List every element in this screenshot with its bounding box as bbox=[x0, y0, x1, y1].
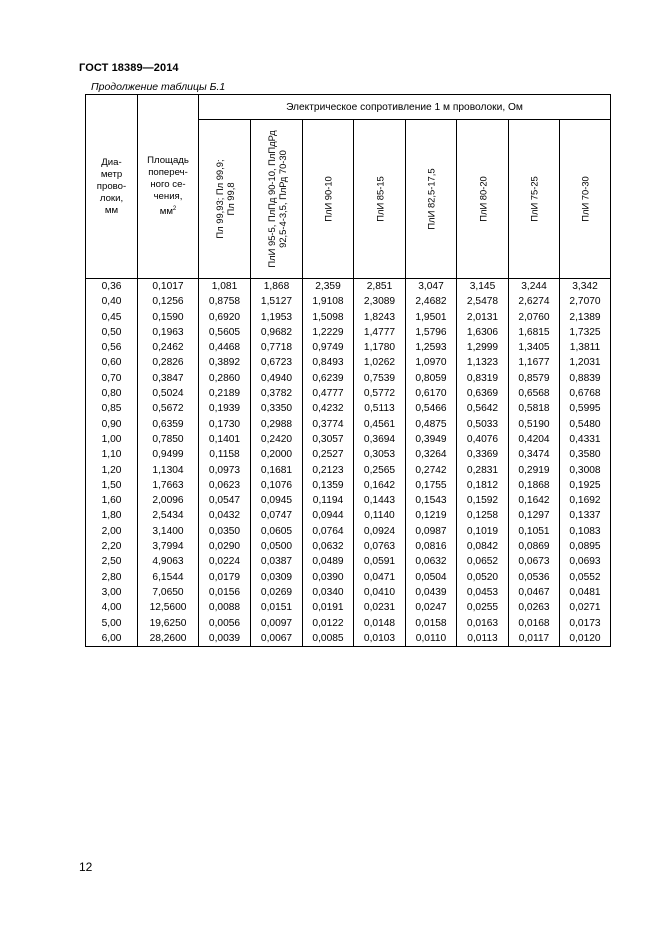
table-cell: 0,1963 bbox=[152, 326, 184, 338]
table-cell: 0,80 bbox=[101, 388, 122, 400]
table-cell: 0,4331 bbox=[569, 433, 601, 445]
table-cell: 0,1590 bbox=[152, 311, 184, 323]
table-cell: 0,3782 bbox=[260, 388, 293, 400]
table-cell: 0,3580 bbox=[569, 449, 601, 461]
resistance-column bbox=[303, 279, 354, 647]
table-cell: 0,1681 bbox=[260, 464, 293, 476]
table-cell: 0,0439 bbox=[415, 586, 447, 598]
table-cell: 0,0481 bbox=[569, 586, 601, 598]
table-cell: 0,0290 bbox=[208, 541, 241, 553]
table-cell: 2,5434 bbox=[152, 510, 184, 522]
table-cell: 4,9063 bbox=[152, 556, 184, 568]
table-cell: 0,6568 bbox=[518, 388, 550, 400]
table-cell: 2,851 bbox=[366, 281, 393, 292]
table-cell: 0,0504 bbox=[415, 571, 447, 583]
table-cell: 0,5024 bbox=[152, 388, 184, 400]
table-cell: 0,3057 bbox=[312, 433, 344, 445]
table-cell: 0,3847 bbox=[152, 372, 184, 384]
table-cell: 0,9749 bbox=[312, 342, 344, 354]
table-cell: 3,047 bbox=[418, 281, 444, 292]
table-cell: 0,4232 bbox=[312, 403, 344, 415]
table-cell: 3,342 bbox=[572, 281, 598, 292]
table-cell: 0,0103 bbox=[363, 632, 396, 644]
table-cell: 0,0471 bbox=[363, 571, 396, 583]
table-cell: 1,60 bbox=[101, 495, 122, 507]
table-cell: 0,5642 bbox=[466, 403, 499, 415]
table-cell: 1,2999 bbox=[466, 342, 499, 354]
table-cell: 0,3350 bbox=[260, 403, 293, 415]
table-cell: 1,3811 bbox=[569, 342, 601, 354]
table-cell: 0,4076 bbox=[466, 433, 499, 445]
table-cell: 6,00 bbox=[101, 632, 122, 644]
table-cell: 0,2988 bbox=[260, 418, 293, 430]
table-cell: 0,0842 bbox=[466, 541, 499, 553]
table-cell: 0,0973 bbox=[208, 464, 241, 476]
table-cell: 0,5190 bbox=[518, 418, 550, 430]
table-cell: 0,3474 bbox=[518, 449, 550, 461]
table-cell: 0,0895 bbox=[569, 541, 601, 553]
table-cell: 0,1017 bbox=[152, 281, 184, 292]
table-cell: 0,4468 bbox=[208, 342, 241, 354]
table-cell: 0,0350 bbox=[208, 525, 241, 537]
table-cell: 0,0056 bbox=[208, 617, 241, 629]
table-cell: 6,1544 bbox=[152, 571, 184, 583]
table-cell: 28,2600 bbox=[149, 632, 187, 644]
table-cell: 1,1323 bbox=[466, 357, 499, 369]
table-cell: 19,6250 bbox=[149, 617, 187, 629]
table-cell: 1,7663 bbox=[152, 479, 184, 491]
table-cell: 0,4777 bbox=[312, 388, 344, 400]
table-cell: 0,6768 bbox=[569, 388, 601, 400]
table-cell: 0,5672 bbox=[152, 403, 184, 415]
table-cell: 0,0987 bbox=[415, 525, 447, 537]
alloy-header: ПлИ 95-5, ПлПд 90-10, ПлПдРд 92,5-4-3,5, ПлРд 70-30 bbox=[251, 120, 303, 279]
table-cell: 0,1868 bbox=[518, 479, 550, 491]
table-cell: 0,1730 bbox=[208, 418, 241, 430]
table-cell: 0,2860 bbox=[208, 372, 241, 384]
table-cell: 1,50 bbox=[101, 479, 122, 491]
table-cell: 0,0816 bbox=[415, 541, 447, 553]
table-cell: 0,0869 bbox=[518, 541, 550, 553]
table-cell: 0,3053 bbox=[363, 449, 396, 461]
table-cell: 0,1258 bbox=[466, 510, 499, 522]
table-cell: 0,8579 bbox=[518, 372, 550, 384]
table-cell: 0,1140 bbox=[364, 510, 395, 522]
table-cell: 0,1939 bbox=[208, 403, 241, 415]
resistance-column bbox=[509, 279, 560, 647]
table-cell: 0,3892 bbox=[208, 357, 241, 369]
table-cell: 3,145 bbox=[469, 281, 496, 292]
table-cell: 0,0467 bbox=[518, 586, 550, 598]
table-cell: 0,1019 bbox=[466, 525, 499, 537]
table-cell: 2,20 bbox=[101, 541, 122, 553]
table-cell: 0,3774 bbox=[312, 418, 344, 430]
table-cell: 0,0097 bbox=[260, 617, 293, 629]
table-cell: 1,80 bbox=[101, 510, 122, 522]
area-header: Площадь попереч- ного се- чения, $мм^2$ bbox=[138, 95, 199, 279]
table-cell: 1,5127 bbox=[260, 296, 293, 308]
table-cell: 0,0432 bbox=[208, 510, 241, 522]
alloy-header: ПлИ 90-10 bbox=[303, 120, 354, 279]
table-cell: 3,7994 bbox=[152, 541, 184, 553]
table-cell: 0,8493 bbox=[312, 357, 344, 369]
table-cell: 0,0148 bbox=[363, 617, 396, 629]
resistance-column bbox=[354, 279, 406, 647]
table-cell: 1,3405 bbox=[518, 342, 550, 354]
table-cell: 0,5995 bbox=[569, 403, 601, 415]
table-cell: 0,3008 bbox=[569, 464, 601, 476]
table-cell: 0,0163 bbox=[466, 617, 499, 629]
alloy-header: ПлИ 80-20 bbox=[457, 120, 509, 279]
table-cell: 0,3694 bbox=[363, 433, 396, 445]
table-cell: 0,0168 bbox=[518, 617, 550, 629]
table-cell: 0,8319 bbox=[466, 372, 499, 384]
diameter-header: Диа- метр прово- локи, мм bbox=[86, 95, 138, 279]
table-cell: 2,3089 bbox=[363, 296, 396, 308]
table-cell: 0,5480 bbox=[569, 418, 601, 430]
table-cell: 0,8758 bbox=[208, 296, 241, 308]
table-cell: 0,1256 bbox=[152, 296, 184, 308]
table-cell: 1,4777 bbox=[363, 326, 396, 338]
table-cell: 0,1297 bbox=[518, 510, 550, 522]
table-cell: 0,5818 bbox=[518, 403, 550, 415]
table-cell: 0,0085 bbox=[312, 632, 344, 644]
table-cell: 0,2565 bbox=[363, 464, 396, 476]
alloy-header: ПлИ 70-30 bbox=[560, 120, 611, 279]
table-cell: 0,8839 bbox=[569, 372, 601, 384]
table-cell: 0,0122 bbox=[312, 617, 344, 629]
table-cell: 0,6920 bbox=[208, 311, 241, 323]
area-column bbox=[138, 279, 199, 647]
table-cell: 2,359 bbox=[315, 281, 341, 292]
table-cell: 0,0410 bbox=[363, 586, 396, 598]
table-cell: 0,4204 bbox=[518, 433, 550, 445]
table-cell: 1,1953 bbox=[260, 311, 293, 323]
table-cell: 1,1780 bbox=[363, 342, 396, 354]
table-cell: 0,9499 bbox=[152, 449, 184, 461]
table-cell: 0,1812 bbox=[466, 479, 499, 491]
table-cell: 0,8059 bbox=[415, 372, 447, 384]
table-cell: 1,5098 bbox=[312, 311, 344, 323]
table-cell: 0,0340 bbox=[312, 586, 344, 598]
alloy-header: Пл 99,93; Пл 99,9; Пл 99,8 bbox=[199, 120, 251, 279]
table-cell: 0,0120 bbox=[569, 632, 601, 644]
table-cell: 1,2593 bbox=[415, 342, 447, 354]
table-cell: 0,6723 bbox=[260, 357, 293, 369]
table-cell: 1,20 bbox=[101, 464, 122, 476]
table-cell: 1,868 bbox=[263, 281, 290, 292]
table-cell: 2,4682 bbox=[415, 296, 447, 308]
table-cell: 1,7325 bbox=[569, 326, 601, 338]
resistance-column bbox=[199, 279, 251, 647]
table-cell: 0,2919 bbox=[518, 464, 550, 476]
table-cell: 0,60 bbox=[101, 357, 122, 369]
table-cell: 1,1304 bbox=[152, 464, 184, 476]
table-cell: 0,0269 bbox=[260, 586, 293, 598]
table-cell: 3,244 bbox=[521, 281, 547, 292]
table-cell: 1,8243 bbox=[363, 311, 396, 323]
table-cell: 0,40 bbox=[101, 296, 122, 308]
table-cell: 0,0764 bbox=[312, 525, 344, 537]
table-cell: 0,0632 bbox=[415, 556, 447, 568]
table-cell: 0,5605 bbox=[208, 326, 241, 338]
resistance-group-header: Электрическое сопротивление 1 м проволоки, Ом bbox=[199, 95, 611, 120]
table-cell: 0,6170 bbox=[415, 388, 447, 400]
table-cell: 0,90 bbox=[101, 418, 122, 430]
table-cell: 0,0390 bbox=[312, 571, 344, 583]
table-cell: 0,50 bbox=[101, 326, 122, 338]
table-cell: 0,1925 bbox=[569, 479, 601, 491]
table-cell: 0,1401 bbox=[208, 433, 241, 445]
table-cell: 0,1194 bbox=[312, 495, 344, 507]
table-cell: 0,1642 bbox=[363, 479, 396, 491]
table-cell: 0,2420 bbox=[260, 433, 293, 445]
table-cell: 1,10 bbox=[101, 449, 122, 461]
table-cell: 0,70 bbox=[101, 372, 122, 384]
table-cell: 0,0263 bbox=[518, 602, 550, 614]
table-cell: 1,5796 bbox=[415, 326, 447, 338]
table-cell: 0,1158 bbox=[209, 449, 240, 461]
alloy-header: ПлИ 75-25 bbox=[509, 120, 560, 279]
table-cell: 0,0179 bbox=[208, 571, 241, 583]
table-cell: 0,1083 bbox=[569, 525, 601, 537]
table-cell: 0,0173 bbox=[569, 617, 601, 629]
table-cell: 0,0224 bbox=[208, 556, 241, 568]
resistance-column bbox=[406, 279, 457, 647]
table-cell: 0,7718 bbox=[260, 342, 293, 354]
table-cell: 0,6369 bbox=[466, 388, 499, 400]
table-cell: 0,2527 bbox=[312, 449, 344, 461]
table-cell: 0,0623 bbox=[208, 479, 241, 491]
resistance-column bbox=[251, 279, 303, 647]
table-cell: 0,1755 bbox=[415, 479, 447, 491]
table-cell: 0,0693 bbox=[569, 556, 601, 568]
table-cell: 0,0039 bbox=[208, 632, 241, 644]
table-cell: 0,0387 bbox=[260, 556, 293, 568]
table-cell: 0,0536 bbox=[518, 571, 550, 583]
table-cell: 0,0247 bbox=[415, 602, 447, 614]
table-cell: 1,0262 bbox=[363, 357, 396, 369]
table-cell: 0,36 bbox=[101, 281, 122, 292]
table-cell: 1,2031 bbox=[569, 357, 601, 369]
table-cell: 0,4940 bbox=[260, 372, 293, 384]
document-code: ГОСТ 18389—2014 bbox=[79, 62, 179, 74]
table-cell: 0,2742 bbox=[415, 464, 447, 476]
table-cell: 0,6239 bbox=[312, 372, 344, 384]
table-cell: 0,0088 bbox=[208, 602, 241, 614]
table-cell: 0,5033 bbox=[466, 418, 499, 430]
table-cell: 0,1443 bbox=[363, 495, 396, 507]
table-cell: 0,7850 bbox=[152, 433, 184, 445]
table-cell: 0,0673 bbox=[518, 556, 550, 568]
table-cell: 0,2189 bbox=[208, 388, 241, 400]
table-cell: 0,2000 bbox=[260, 449, 293, 461]
table-cell: 1,081 bbox=[211, 281, 238, 292]
table-cell: 5,00 bbox=[101, 617, 122, 629]
table-cell: 1,6815 bbox=[518, 326, 550, 338]
table-cell: 0,0117 bbox=[518, 632, 550, 644]
table-cell: 4,00 bbox=[101, 602, 122, 614]
table-cell: 0,0255 bbox=[466, 602, 499, 614]
table-cell: 2,50 bbox=[101, 556, 122, 568]
table-cell: 0,1076 bbox=[260, 479, 293, 491]
table-cell: 0,7539 bbox=[363, 372, 396, 384]
resistance-column bbox=[457, 279, 509, 647]
table-cell: 3,00 bbox=[101, 586, 122, 598]
table-cell: 0,1592 bbox=[466, 495, 499, 507]
table-cell: 0,1692 bbox=[569, 495, 601, 507]
table-cell: 3,1400 bbox=[152, 525, 184, 537]
table-cell: 2,0096 bbox=[152, 495, 184, 507]
table-cell: 0,6359 bbox=[152, 418, 184, 430]
table-cell: 0,2826 bbox=[152, 357, 184, 369]
table-cell: 0,0151 bbox=[260, 602, 293, 614]
table-cell: 0,1543 bbox=[415, 495, 447, 507]
table-cell: 0,0632 bbox=[312, 541, 344, 553]
table-cell: 0,0747 bbox=[260, 510, 293, 522]
table-cell: 7,0650 bbox=[152, 586, 184, 598]
table-cell: 0,5113 bbox=[364, 403, 395, 415]
table-cell: 0,1359 bbox=[312, 479, 344, 491]
alloy-header: ПлИ 85-15 bbox=[354, 120, 406, 279]
table-cell: 0,0547 bbox=[208, 495, 241, 507]
table-cell: 0,1642 bbox=[518, 495, 550, 507]
table-cell: 0,2462 bbox=[152, 342, 184, 354]
table-cell: 0,4875 bbox=[415, 418, 447, 430]
table-cell: 2,7070 bbox=[569, 296, 601, 308]
table-cell: 1,00 bbox=[101, 433, 122, 445]
table-cell: 1,2229 bbox=[312, 326, 344, 338]
table-cell: 2,5478 bbox=[466, 296, 499, 308]
page-number: 12 bbox=[79, 860, 93, 874]
table-cell: 0,2831 bbox=[466, 464, 499, 476]
table-cell: 0,1051 bbox=[518, 525, 550, 537]
table-cell: 0,0191 bbox=[312, 602, 344, 614]
table-cell: 2,6274 bbox=[518, 296, 550, 308]
table-cell: 2,1389 bbox=[569, 311, 601, 323]
table-cell: 1,9501 bbox=[415, 311, 447, 323]
table-cell: 0,0156 bbox=[208, 586, 241, 598]
table-cell: 0,0945 bbox=[260, 495, 293, 507]
table-cell: 0,0271 bbox=[569, 602, 601, 614]
table-cell: 0,0113 bbox=[467, 632, 498, 644]
table-cell: 0,3369 bbox=[466, 449, 499, 461]
table-cell: 0,0231 bbox=[363, 602, 396, 614]
table-cell: 2,00 bbox=[101, 525, 122, 537]
table-cell: 0,0605 bbox=[260, 525, 293, 537]
table-cell: 0,85 bbox=[101, 403, 122, 415]
table-cell: 0,0652 bbox=[466, 556, 499, 568]
table-cell: 0,0110 bbox=[415, 632, 447, 644]
table-cell: 0,0309 bbox=[260, 571, 293, 583]
table-cell: 0,0158 bbox=[415, 617, 447, 629]
table-cell: 0,0500 bbox=[260, 541, 293, 553]
table-cell: 12,5600 bbox=[149, 602, 187, 614]
table-cell: 0,56 bbox=[101, 342, 122, 354]
table-cell: 0,5772 bbox=[363, 388, 396, 400]
table-cell: 0,2123 bbox=[312, 464, 344, 476]
table-cell: 0,4561 bbox=[363, 418, 396, 430]
table-cell: 1,9108 bbox=[312, 296, 344, 308]
table-cell: 0,3949 bbox=[415, 433, 447, 445]
table-cell: 0,0591 bbox=[363, 556, 396, 568]
resistance-column bbox=[560, 279, 611, 647]
table-cell: 0,45 bbox=[101, 311, 122, 323]
table-cell: 2,80 bbox=[101, 571, 122, 583]
table-cell: 0,9682 bbox=[260, 326, 293, 338]
table-cell: 0,0520 bbox=[466, 571, 499, 583]
table-cell: 0,0067 bbox=[260, 632, 293, 644]
table-caption: Продолжение таблицы Б.1 bbox=[91, 81, 226, 93]
table-cell: 0,1337 bbox=[569, 510, 601, 522]
table-cell: 0,0924 bbox=[363, 525, 396, 537]
alloy-header: ПлИ 82,5-17,5 bbox=[406, 120, 457, 279]
table-cell: 2,0131 bbox=[466, 311, 499, 323]
table-cell: 2,0760 bbox=[518, 311, 550, 323]
table-cell: 0,0944 bbox=[312, 510, 344, 522]
resistance-table bbox=[85, 94, 611, 647]
table-cell: 0,3264 bbox=[415, 449, 447, 461]
table-cell: 0,0552 bbox=[569, 571, 601, 583]
table-cell: 0,1219 bbox=[415, 510, 447, 522]
table-cell: 0,0489 bbox=[312, 556, 344, 568]
table-cell: 1,0970 bbox=[415, 357, 447, 369]
table-cell: 0,0763 bbox=[363, 541, 396, 553]
diameter-column bbox=[86, 279, 138, 647]
table-cell: 0,0453 bbox=[466, 586, 499, 598]
table-cell: 0,5466 bbox=[415, 403, 447, 415]
table-cell: 1,6306 bbox=[466, 326, 499, 338]
table-cell: 1,1677 bbox=[518, 357, 550, 369]
